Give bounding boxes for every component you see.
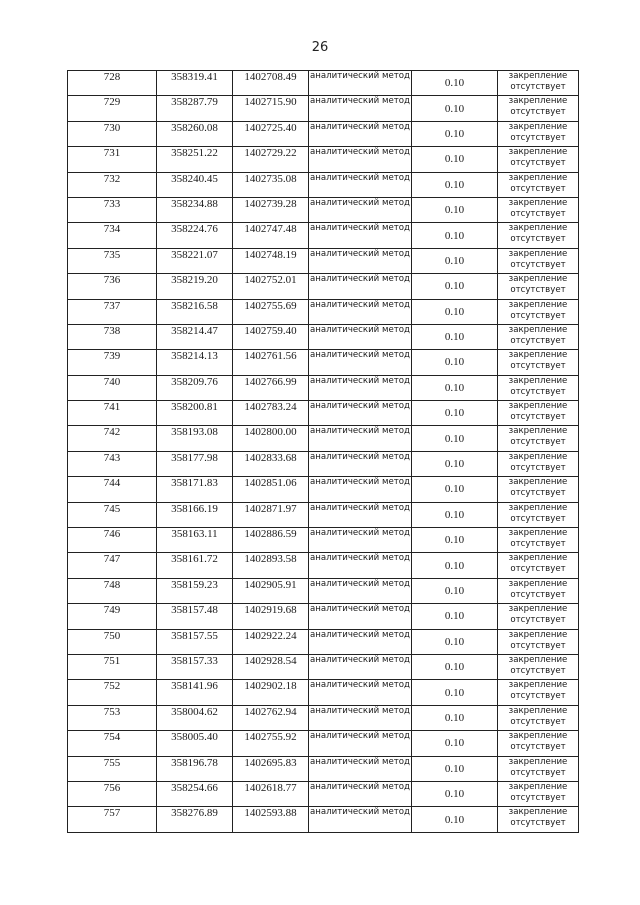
point-number-cell: 742 xyxy=(68,426,157,451)
method-cell: аналитический метод xyxy=(309,731,412,756)
point-number-cell: 738 xyxy=(68,324,157,349)
point-number-cell: 754 xyxy=(68,731,157,756)
fixing-cell: закрепление отсутствует xyxy=(498,756,579,781)
point-number-cell: 741 xyxy=(68,401,157,426)
y-coordinate-cell: 1402748.19 xyxy=(233,248,309,273)
method-cell: аналитический метод xyxy=(309,375,412,400)
y-coordinate-cell: 1402747.48 xyxy=(233,223,309,248)
accuracy-cell: 0.10 xyxy=(412,223,498,248)
accuracy-cell: 0.10 xyxy=(412,147,498,172)
point-number-cell: 734 xyxy=(68,223,157,248)
accuracy-cell: 0.10 xyxy=(412,502,498,527)
table-row xyxy=(68,147,579,172)
y-coordinate-cell: 1402766.99 xyxy=(233,375,309,400)
fixing-cell: закрепление отсутствует xyxy=(498,350,579,375)
fixing-cell: закрепление отсутствует xyxy=(498,223,579,248)
accuracy-cell: 0.10 xyxy=(412,451,498,476)
fixing-cell: закрепление отсутствует xyxy=(498,375,579,400)
y-coordinate-cell: 1402871.97 xyxy=(233,502,309,527)
y-coordinate-cell: 1402902.18 xyxy=(233,680,309,705)
table-row xyxy=(68,680,579,705)
accuracy-cell: 0.10 xyxy=(412,426,498,451)
point-number-cell: 753 xyxy=(68,705,157,730)
x-coordinate-cell: 358240.45 xyxy=(157,172,233,197)
fixing-cell: закрепление отсутствует xyxy=(498,578,579,603)
table-row xyxy=(68,172,579,197)
method-cell: аналитический метод xyxy=(309,324,412,349)
point-number-cell: 755 xyxy=(68,756,157,781)
accuracy-cell: 0.10 xyxy=(412,553,498,578)
method-cell: аналитический метод xyxy=(309,451,412,476)
point-number-cell: 743 xyxy=(68,451,157,476)
table-row xyxy=(68,324,579,349)
table-row xyxy=(68,654,579,679)
x-coordinate-cell: 358209.76 xyxy=(157,375,233,400)
fixing-cell: закрепление отсутствует xyxy=(498,705,579,730)
fixing-cell: закрепление отсутствует xyxy=(498,299,579,324)
table-row xyxy=(68,781,579,806)
x-coordinate-cell: 358216.58 xyxy=(157,299,233,324)
accuracy-cell: 0.10 xyxy=(412,528,498,553)
fixing-cell: закрепление отсутствует xyxy=(498,654,579,679)
x-coordinate-cell: 358157.48 xyxy=(157,604,233,629)
accuracy-cell: 0.10 xyxy=(412,350,498,375)
table-row xyxy=(68,502,579,527)
x-coordinate-cell: 358319.41 xyxy=(157,71,233,96)
accuracy-cell: 0.10 xyxy=(412,578,498,603)
x-coordinate-cell: 358219.20 xyxy=(157,274,233,299)
point-number-cell: 732 xyxy=(68,172,157,197)
table-row xyxy=(68,299,579,324)
x-coordinate-cell: 358163.11 xyxy=(157,528,233,553)
x-coordinate-cell: 358260.08 xyxy=(157,121,233,146)
accuracy-cell: 0.10 xyxy=(412,71,498,96)
method-cell: аналитический метод xyxy=(309,553,412,578)
method-cell: аналитический метод xyxy=(309,477,412,502)
fixing-cell: закрепление отсутствует xyxy=(498,121,579,146)
y-coordinate-cell: 1402759.40 xyxy=(233,324,309,349)
accuracy-cell: 0.10 xyxy=(412,604,498,629)
x-coordinate-cell: 358157.33 xyxy=(157,654,233,679)
x-coordinate-cell: 358214.47 xyxy=(157,324,233,349)
y-coordinate-cell: 1402919.68 xyxy=(233,604,309,629)
x-coordinate-cell: 358166.19 xyxy=(157,502,233,527)
method-cell: аналитический метод xyxy=(309,578,412,603)
y-coordinate-cell: 1402729.22 xyxy=(233,147,309,172)
y-coordinate-cell: 1402708.49 xyxy=(233,71,309,96)
table-row xyxy=(68,121,579,146)
accuracy-cell: 0.10 xyxy=(412,172,498,197)
point-number-cell: 750 xyxy=(68,629,157,654)
accuracy-cell: 0.10 xyxy=(412,654,498,679)
accuracy-cell: 0.10 xyxy=(412,680,498,705)
fixing-cell: закрепление отсутствует xyxy=(498,147,579,172)
method-cell: аналитический метод xyxy=(309,248,412,273)
y-coordinate-cell: 1402752.01 xyxy=(233,274,309,299)
y-coordinate-cell: 1402761.56 xyxy=(233,350,309,375)
accuracy-cell: 0.10 xyxy=(412,477,498,502)
point-number-cell: 749 xyxy=(68,604,157,629)
y-coordinate-cell: 1402928.54 xyxy=(233,654,309,679)
point-number-cell: 744 xyxy=(68,477,157,502)
accuracy-cell: 0.10 xyxy=(412,629,498,654)
fixing-cell: закрепление отсутствует xyxy=(498,528,579,553)
table-row xyxy=(68,96,579,121)
fixing-cell: закрепление отсутствует xyxy=(498,426,579,451)
method-cell: аналитический метод xyxy=(309,756,412,781)
point-number-cell: 739 xyxy=(68,350,157,375)
y-coordinate-cell: 1402715.90 xyxy=(233,96,309,121)
fixing-cell: закрепление отсутствует xyxy=(498,248,579,273)
point-number-cell: 730 xyxy=(68,121,157,146)
fixing-cell: закрепление отсутствует xyxy=(498,401,579,426)
method-cell: аналитический метод xyxy=(309,274,412,299)
x-coordinate-cell: 358196.78 xyxy=(157,756,233,781)
table-row xyxy=(68,274,579,299)
method-cell: аналитический метод xyxy=(309,147,412,172)
x-coordinate-cell: 358157.55 xyxy=(157,629,233,654)
table-row xyxy=(68,756,579,781)
accuracy-cell: 0.10 xyxy=(412,705,498,730)
table-row xyxy=(68,375,579,400)
fixing-cell: закрепление отсутствует xyxy=(498,807,579,832)
y-coordinate-cell: 1402800.00 xyxy=(233,426,309,451)
point-number-cell: 751 xyxy=(68,654,157,679)
fixing-cell: закрепление отсутствует xyxy=(498,477,579,502)
fixing-cell: закрепление отсутствует xyxy=(498,324,579,349)
x-coordinate-cell: 358276.89 xyxy=(157,807,233,832)
fixing-cell: закрепление отсутствует xyxy=(498,502,579,527)
table-row xyxy=(68,807,579,832)
x-coordinate-cell: 358193.08 xyxy=(157,426,233,451)
fixing-cell: закрепление отсутствует xyxy=(498,451,579,476)
point-number-cell: 752 xyxy=(68,680,157,705)
accuracy-cell: 0.10 xyxy=(412,274,498,299)
coordinates-table xyxy=(67,70,579,833)
method-cell: аналитический метод xyxy=(309,401,412,426)
table-row xyxy=(68,578,579,603)
y-coordinate-cell: 1402762.94 xyxy=(233,705,309,730)
table-row xyxy=(68,248,579,273)
method-cell: аналитический метод xyxy=(309,705,412,730)
table-row xyxy=(68,705,579,730)
table-row xyxy=(68,426,579,451)
x-coordinate-cell: 358171.83 xyxy=(157,477,233,502)
method-cell: аналитический метод xyxy=(309,96,412,121)
y-coordinate-cell: 1402851.06 xyxy=(233,477,309,502)
y-coordinate-cell: 1402893.58 xyxy=(233,553,309,578)
method-cell: аналитический метод xyxy=(309,528,412,553)
method-cell: аналитический метод xyxy=(309,654,412,679)
y-coordinate-cell: 1402833.68 xyxy=(233,451,309,476)
y-coordinate-cell: 1402922.24 xyxy=(233,629,309,654)
x-coordinate-cell: 358159.23 xyxy=(157,578,233,603)
point-number-cell: 735 xyxy=(68,248,157,273)
point-number-cell: 736 xyxy=(68,274,157,299)
y-coordinate-cell: 1402739.28 xyxy=(233,197,309,222)
x-coordinate-cell: 358254.66 xyxy=(157,781,233,806)
y-coordinate-cell: 1402593.88 xyxy=(233,807,309,832)
method-cell: аналитический метод xyxy=(309,502,412,527)
fixing-cell: закрепление отсутствует xyxy=(498,553,579,578)
accuracy-cell: 0.10 xyxy=(412,401,498,426)
y-coordinate-cell: 1402725.40 xyxy=(233,121,309,146)
accuracy-cell: 0.10 xyxy=(412,756,498,781)
fixing-cell: закрепление отсутствует xyxy=(498,731,579,756)
table-body xyxy=(68,71,579,833)
accuracy-cell: 0.10 xyxy=(412,248,498,273)
y-coordinate-cell: 1402695.83 xyxy=(233,756,309,781)
fixing-cell: закрепление отсутствует xyxy=(498,781,579,806)
table-row xyxy=(68,451,579,476)
x-coordinate-cell: 358251.22 xyxy=(157,147,233,172)
accuracy-cell: 0.10 xyxy=(412,324,498,349)
table-row xyxy=(68,604,579,629)
accuracy-cell: 0.10 xyxy=(412,121,498,146)
method-cell: аналитический метод xyxy=(309,426,412,451)
x-coordinate-cell: 358224.76 xyxy=(157,223,233,248)
table-row xyxy=(68,731,579,756)
method-cell: аналитический метод xyxy=(309,350,412,375)
point-number-cell: 745 xyxy=(68,502,157,527)
table-row xyxy=(68,197,579,222)
point-number-cell: 740 xyxy=(68,375,157,400)
y-coordinate-cell: 1402783.24 xyxy=(233,401,309,426)
table-row xyxy=(68,350,579,375)
point-number-cell: 733 xyxy=(68,197,157,222)
accuracy-cell: 0.10 xyxy=(412,96,498,121)
point-number-cell: 747 xyxy=(68,553,157,578)
method-cell: аналитический метод xyxy=(309,172,412,197)
table-row xyxy=(68,71,579,96)
accuracy-cell: 0.10 xyxy=(412,807,498,832)
table-row xyxy=(68,553,579,578)
y-coordinate-cell: 1402886.59 xyxy=(233,528,309,553)
method-cell: аналитический метод xyxy=(309,71,412,96)
method-cell: аналитический метод xyxy=(309,680,412,705)
fixing-cell: закрепление отсутствует xyxy=(498,680,579,705)
point-number-cell: 729 xyxy=(68,96,157,121)
accuracy-cell: 0.10 xyxy=(412,197,498,222)
fixing-cell: закрепление отсутствует xyxy=(498,629,579,654)
method-cell: аналитический метод xyxy=(309,629,412,654)
fixing-cell: закрепление отсутствует xyxy=(498,604,579,629)
point-number-cell: 731 xyxy=(68,147,157,172)
x-coordinate-cell: 358287.79 xyxy=(157,96,233,121)
y-coordinate-cell: 1402905.91 xyxy=(233,578,309,603)
method-cell: аналитический метод xyxy=(309,197,412,222)
x-coordinate-cell: 358161.72 xyxy=(157,553,233,578)
point-number-cell: 746 xyxy=(68,528,157,553)
accuracy-cell: 0.10 xyxy=(412,375,498,400)
method-cell: аналитический метод xyxy=(309,299,412,324)
table-row xyxy=(68,629,579,654)
x-coordinate-cell: 358004.62 xyxy=(157,705,233,730)
point-number-cell: 737 xyxy=(68,299,157,324)
fixing-cell: закрепление отсутствует xyxy=(498,274,579,299)
x-coordinate-cell: 358005.40 xyxy=(157,731,233,756)
accuracy-cell: 0.10 xyxy=(412,731,498,756)
method-cell: аналитический метод xyxy=(309,807,412,832)
y-coordinate-cell: 1402618.77 xyxy=(233,781,309,806)
table-row xyxy=(68,528,579,553)
fixing-cell: закрепление отсутствует xyxy=(498,71,579,96)
fixing-cell: закрепление отсутствует xyxy=(498,197,579,222)
y-coordinate-cell: 1402755.92 xyxy=(233,731,309,756)
accuracy-cell: 0.10 xyxy=(412,781,498,806)
point-number-cell: 757 xyxy=(68,807,157,832)
page-number: 26 xyxy=(311,40,329,55)
fixing-cell: закрепление отсутствует xyxy=(498,96,579,121)
point-number-cell: 728 xyxy=(68,71,157,96)
x-coordinate-cell: 358221.07 xyxy=(157,248,233,273)
x-coordinate-cell: 358214.13 xyxy=(157,350,233,375)
fixing-cell: закрепление отсутствует xyxy=(498,172,579,197)
point-number-cell: 748 xyxy=(68,578,157,603)
x-coordinate-cell: 358141.96 xyxy=(157,680,233,705)
method-cell: аналитический метод xyxy=(309,781,412,806)
x-coordinate-cell: 358177.98 xyxy=(157,451,233,476)
table-row xyxy=(68,401,579,426)
y-coordinate-cell: 1402755.69 xyxy=(233,299,309,324)
x-coordinate-cell: 358200.81 xyxy=(157,401,233,426)
table-row xyxy=(68,477,579,502)
method-cell: аналитический метод xyxy=(309,604,412,629)
method-cell: аналитический метод xyxy=(309,223,412,248)
y-coordinate-cell: 1402735.08 xyxy=(233,172,309,197)
point-number-cell: 756 xyxy=(68,781,157,806)
table-row xyxy=(68,223,579,248)
accuracy-cell: 0.10 xyxy=(412,299,498,324)
x-coordinate-cell: 358234.88 xyxy=(157,197,233,222)
method-cell: аналитический метод xyxy=(309,121,412,146)
